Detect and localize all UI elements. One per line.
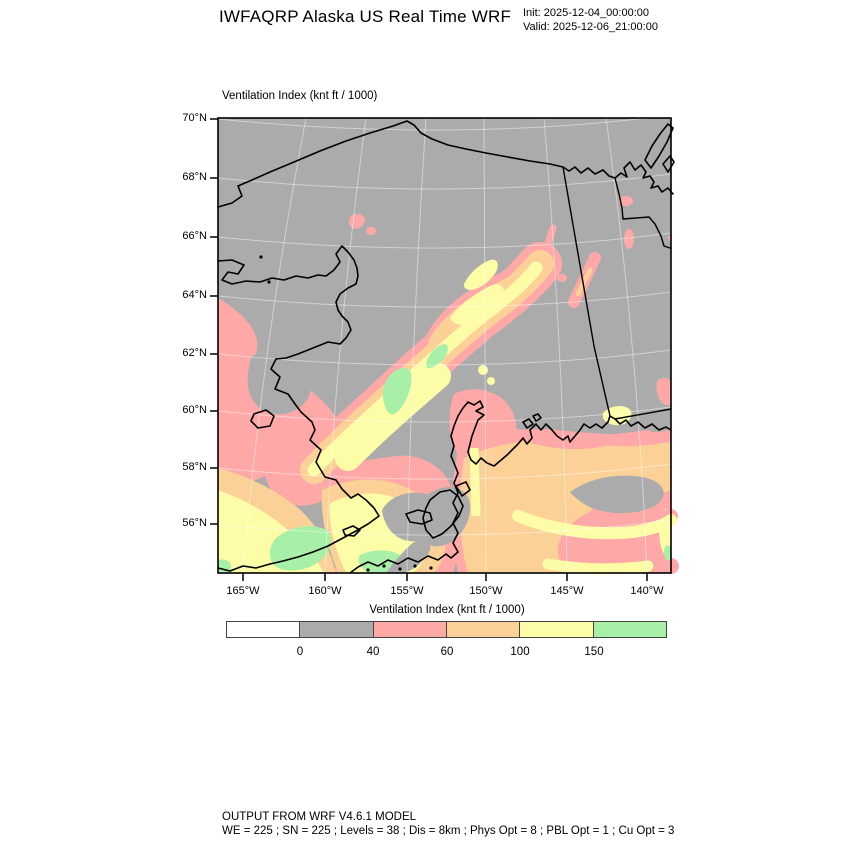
map-panel <box>218 118 671 573</box>
colorbar-tick-60: 60 <box>440 646 454 658</box>
colorbar-tick-150: 150 <box>584 646 604 658</box>
colorbar-segment-orange <box>446 621 519 638</box>
colorbar <box>226 621 667 638</box>
colorbar-tick-0: 0 <box>296 646 304 658</box>
colorbar-tick-40: 40 <box>366 646 380 658</box>
lon-label-150w: 150°W <box>469 585 503 597</box>
ventilation-index-map <box>218 118 671 573</box>
colorbar-title: Ventilation Index (knt ft / 1000) <box>369 604 525 616</box>
field-title: Ventilation Index (knt ft / 1000) <box>222 90 378 102</box>
lat-label-70n: 70°N <box>182 112 207 124</box>
lat-label-68n: 68°N <box>182 171 207 183</box>
lat-label-58n: 58°N <box>182 461 207 473</box>
lat-label-62n: 62°N <box>182 347 207 359</box>
vi-yellow-streak-kodiak <box>474 448 476 516</box>
valid-time: Valid: 2025-12-06_21:00:00 <box>523 20 658 33</box>
colorbar-tick-100: 100 <box>510 646 530 658</box>
colorbar-segment-gray <box>299 621 372 638</box>
colorbar-segment-yellow <box>519 621 592 638</box>
colorbar-segment-pink <box>373 621 446 638</box>
lat-label-64n: 64°N <box>182 289 207 301</box>
lon-label-145w: 145°W <box>550 585 584 597</box>
run-times <box>523 7 693 34</box>
lon-label-165w: 165°W <box>226 585 260 597</box>
lat-label-56n: 56°N <box>182 517 207 529</box>
footer-config-line: WE = 225 ; SN = 225 ; Levels = 38 ; Dis = 8km ; Phys Opt = 8 ; PBL Opt = 1 ; Cu Opt = 3 <box>222 825 675 837</box>
footer-model-line: OUTPUT FROM WRF V4.6.1 MODEL <box>222 811 417 823</box>
colorbar-segment-white <box>226 621 299 638</box>
lon-label-160w: 160°W <box>308 585 342 597</box>
lat-label-66n: 66°N <box>182 230 207 242</box>
colorbar-segment-green <box>593 621 667 638</box>
vi-filled-contours <box>218 118 672 573</box>
lat-label-60n: 60°N <box>182 404 207 416</box>
page-title: IWFAQRP Alaska US Real Time WRF <box>218 7 512 26</box>
init-time: Init: 2025-12-04_00:00:00 <box>523 7 649 19</box>
lon-label-155w: 155°W <box>390 585 424 597</box>
lon-label-140w: 140°W <box>630 585 664 597</box>
